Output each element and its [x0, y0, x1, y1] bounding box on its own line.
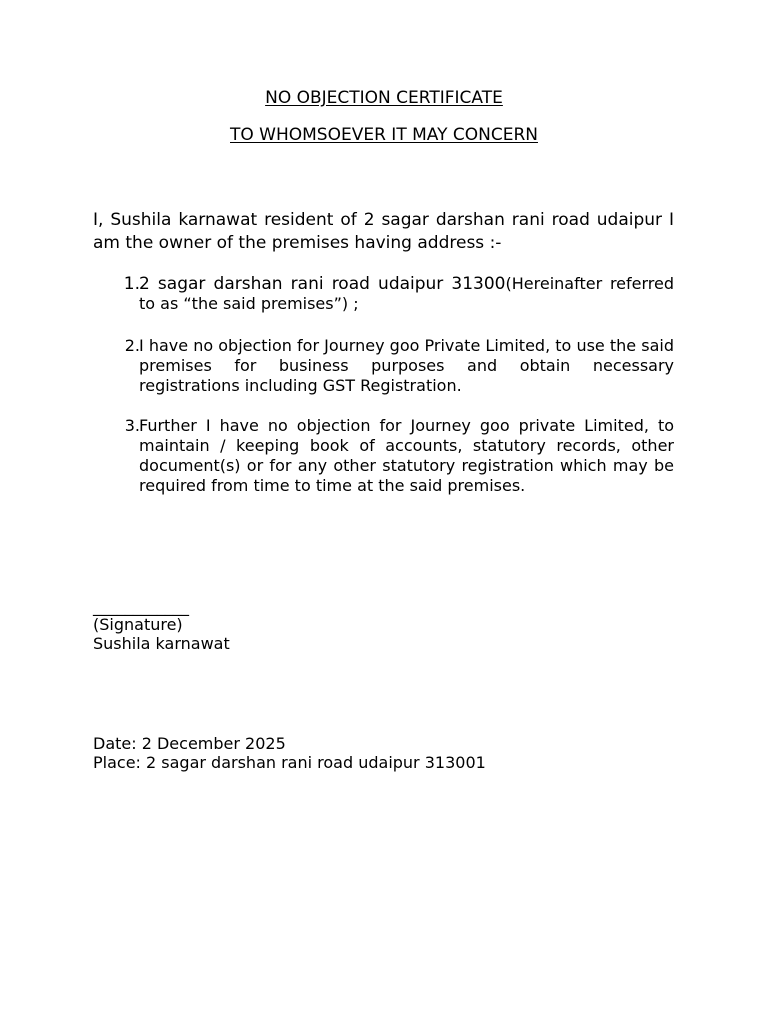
list-item [112, 336, 674, 396]
document-title [0, 88, 768, 108]
signature-caption: (Signature) [93, 615, 183, 634]
premises-reference: (Hereinafter referred to as “the said premises”) ; [139, 274, 675, 313]
document-title-text: NO OBJECTION CERTIFICATE [265, 88, 503, 108]
premises-address: 2 sagar darshan rani road udaipur 31300 [139, 274, 506, 294]
signatory-name: Sushila karnawat [93, 634, 230, 653]
place-line: Place: 2 sagar darshan rani road udaipur 313001 [93, 753, 486, 772]
list-item [112, 416, 674, 496]
list-item-number: 1. [123, 274, 140, 294]
date-line: Date: 2 December 2025 [93, 734, 286, 753]
list-item-text: I have no objection for Journey goo Private Limited, to use the said premises for business purposes and obtain necessary registrations including GST Registration. [139, 336, 674, 395]
document-subtitle [0, 125, 768, 145]
signature-line: ____________ [93, 597, 189, 616]
document-subtitle-text: TO WHOMSOEVER IT MAY CONCERN [230, 125, 538, 145]
list-item-number: 3. [124, 416, 140, 435]
list-item-number: 2. [124, 336, 140, 355]
list-item-text [139, 274, 674, 314]
intro-paragraph: I, Sushila karnawat resident of 2 sagar darshan rani road udaipur I am the owner of the premises having address :- [93, 210, 674, 253]
list-item-text: Further I have no objection for Journey goo private Limited, to maintain / keeping book of accounts, statutory records, other document(s) or for any other statutory registration which may be required from time to time at the said premises. [139, 416, 674, 495]
list-item [112, 274, 674, 314]
